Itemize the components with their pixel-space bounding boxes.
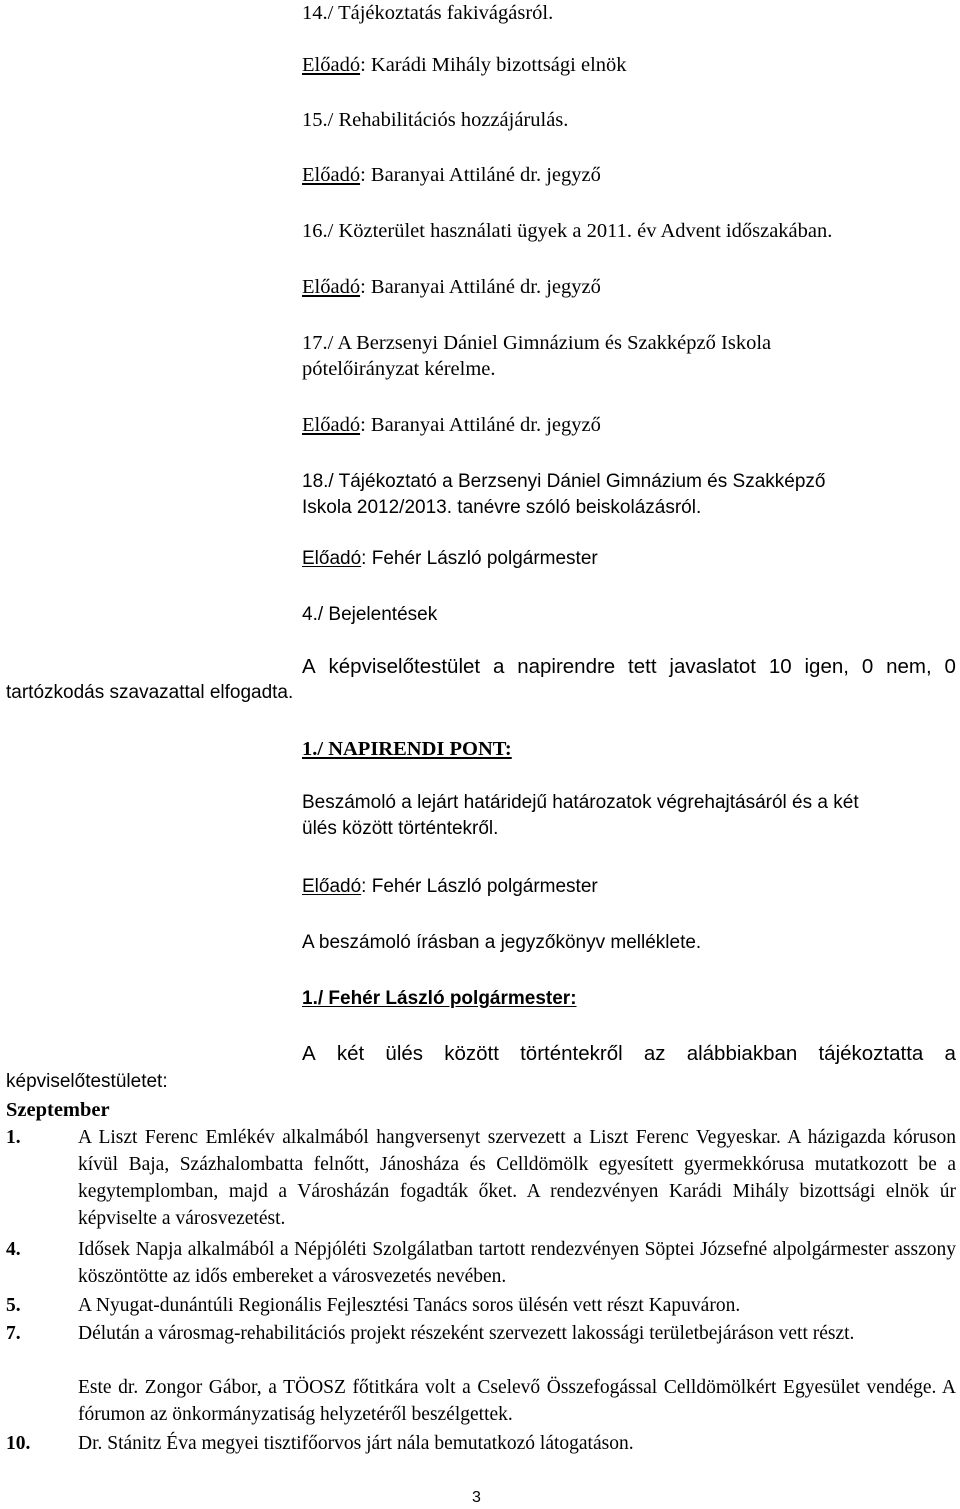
- vote-word: igen,: [804, 655, 849, 678]
- presenter-name: : Baranyai Attiláné dr. jegyző: [360, 164, 601, 186]
- event-day: 4.: [6, 1239, 21, 1260]
- agenda-item-14-title: 14./ Tájékoztatás fakivágásról.: [302, 2, 554, 24]
- agenda-point-note: A beszámoló írásban a jegyzőkönyv melléklete.: [302, 932, 702, 953]
- vote-word: a: [492, 655, 505, 678]
- vote-word: 10: [768, 655, 792, 678]
- vote-line2: tartózkodás szavazattal elfogadta.: [6, 682, 294, 703]
- event-day: 5.: [6, 1295, 21, 1316]
- vote-word: A: [302, 655, 316, 678]
- vote-line1: [302, 654, 956, 680]
- speaker-word: tájékoztatta: [818, 1042, 924, 1065]
- agenda-point-title-line2: ülés között történtekről.: [302, 818, 499, 839]
- agenda-point-title-line1: Beszámoló a lejárt határidejű határozatok végrehajtásáról és a két: [302, 792, 859, 813]
- presenter-label: Előadó: [302, 276, 361, 298]
- vote-word: 0: [861, 655, 874, 678]
- vote-word: napirendre: [517, 655, 616, 678]
- presenter-name: : Baranyai Attiláné dr. jegyző: [360, 414, 601, 436]
- speaker-word: két: [336, 1042, 365, 1065]
- agenda-point-heading: 1./ NAPIRENDI PONT:: [302, 738, 512, 760]
- speaker-word: a: [944, 1042, 956, 1065]
- speaker-word: között: [444, 1042, 499, 1065]
- vote-word: tett: [628, 655, 657, 678]
- event-item: [6, 1236, 956, 1290]
- presenter-label: Előadó: [302, 414, 361, 436]
- event-text: A Liszt Ferenc Emlékév alkalmából hangversenyt szervezett a Liszt Ferenc Vegyeskar. A házigazda kóruson kívül Baja, Százhalombatta felnőtt, Jánosháza és Celldömölk egyesített gyermekkórusa mutatkozott be a kegytemplomban, majd a Városházán fogadták őket. A rendezvényen Karádi Mihály bizottsági elnök úr képviselte a városvezetést.: [78, 1127, 956, 1229]
- agenda-item-18-title-line1: 18./ Tájékoztató a Berzsenyi Dániel Gimnázium és Szakképző: [302, 471, 826, 492]
- month-heading: Szeptember: [6, 1099, 110, 1121]
- agenda-point-presenter: [302, 874, 598, 900]
- speaker-heading: 1./ Fehér László polgármester:: [302, 988, 577, 1009]
- presenter-name: : Baranyai Attiláné dr. jegyző: [360, 276, 601, 298]
- speaker-word: történtekről: [520, 1042, 623, 1065]
- agenda-item-18-presenter: [302, 546, 598, 572]
- presenter-name: : Fehér László polgármester: [361, 548, 598, 569]
- agenda-item-16-presenter: [302, 274, 601, 300]
- presenter-label: Előadó: [302, 548, 362, 569]
- event-item: [6, 1292, 956, 1319]
- vote-word: képviselőtestület: [328, 655, 481, 678]
- vote-word: 0: [944, 655, 956, 678]
- agenda-item-15-presenter: [302, 162, 601, 188]
- event-day: 10.: [6, 1433, 31, 1454]
- event-item: [6, 1124, 956, 1232]
- speaker-word: ülés: [385, 1042, 424, 1065]
- announcements-item: 4./ Bejelentések: [302, 604, 438, 625]
- presenter-label: Előadó: [302, 164, 361, 186]
- event-item: [6, 1320, 956, 1374]
- speaker-word: az: [643, 1042, 666, 1065]
- speaker-intro-line1: [302, 1041, 956, 1067]
- event-day: 7.: [6, 1323, 21, 1344]
- event-item: [6, 1430, 956, 1457]
- agenda-item-14-presenter: [302, 52, 627, 78]
- event-item: [6, 1374, 956, 1428]
- agenda-item-16-title: 16./ Közterület használati ügyek a 2011. év Advent időszakában.: [302, 220, 833, 242]
- agenda-item-17-title-line1: 17./ A Berzsenyi Dániel Gimnázium és Szakképző Iskola: [302, 332, 772, 354]
- agenda-item-18-title-line2: Iskola 2012/2013. tanévre szóló beiskolázásról.: [302, 497, 702, 518]
- presenter-label: Előadó: [302, 54, 361, 76]
- agenda-item-17-title-line2: pótelőirányzat kérelme.: [302, 358, 496, 380]
- presenter-name: : Karádi Mihály bizottsági elnök: [360, 54, 627, 76]
- event-text: Idősek Napja alkalmából a Népjóléti Szolgálatban tartott rendezvényen Söptei Józsefné alpolgármester asszony köszöntötte az idős embereket a városvezetés nevében.: [78, 1239, 956, 1287]
- event-day: 1.: [6, 1127, 21, 1148]
- event-text: Délután a városmag-rehabilitációs projekt részeként szervezett lakossági területbejáráson vett részt.: [78, 1323, 855, 1344]
- page-number: 3: [472, 1489, 481, 1506]
- vote-word: nem,: [886, 655, 932, 678]
- speaker-word: A: [302, 1042, 316, 1065]
- speaker-intro-line2: képviselőtestületet:: [6, 1071, 168, 1092]
- presenter-label: Előadó: [302, 876, 362, 897]
- event-text: A Nyugat-dunántúli Regionális Fejlesztési Tanács soros ülésén vett részt Kapuváron.: [78, 1295, 741, 1316]
- event-text: Dr. Stánitz Éva megyei tisztifőorvos járt nála bemutatkozó látogatáson.: [78, 1433, 634, 1454]
- vote-word: javaslatot: [669, 655, 756, 678]
- event-text: Este dr. Zongor Gábor, a TÖOSZ főtitkára volt a Cselevő Összefogással Celldömölkért Egyesület vendége. A fórumon az önkormányzatiság helyzetéről beszélgettek.: [78, 1377, 956, 1425]
- agenda-item-15-title: 15./ Rehabilitációs hozzájárulás.: [302, 109, 569, 131]
- agenda-item-17-presenter: [302, 412, 601, 438]
- presenter-name: : Fehér László polgármester: [361, 876, 598, 897]
- speaker-word: alábbiakban: [686, 1042, 798, 1065]
